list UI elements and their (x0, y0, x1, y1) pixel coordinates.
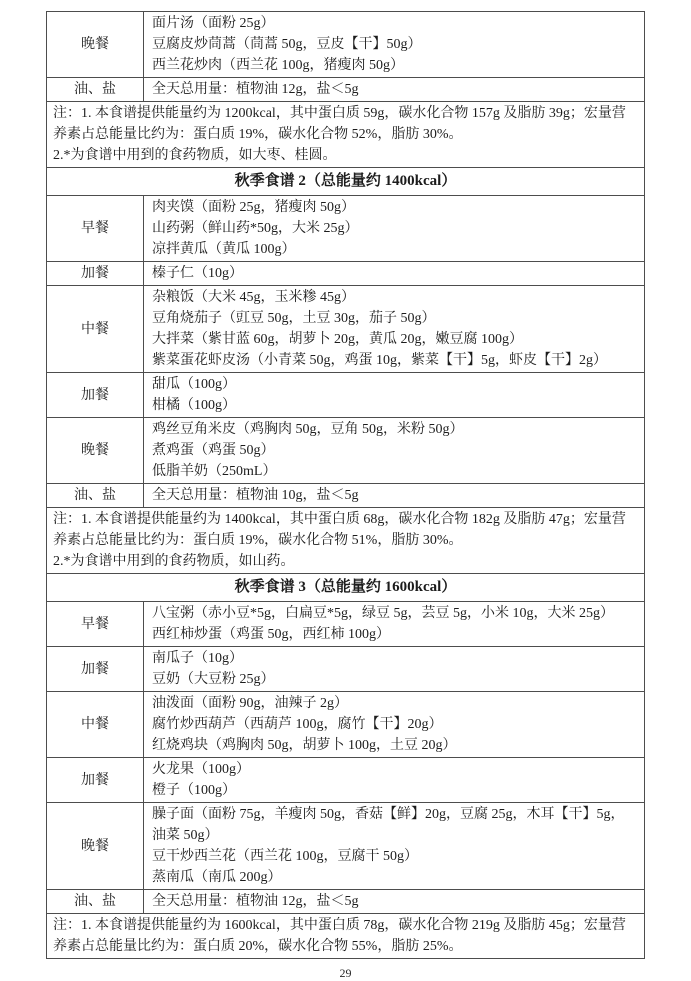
meal-row (47, 286, 645, 373)
meal-label: 早餐 (47, 196, 144, 262)
meal-label: 加餐 (47, 647, 144, 692)
meal-label: 中餐 (47, 286, 144, 373)
recipe-header-row (47, 168, 645, 196)
meal-label: 晚餐 (47, 12, 144, 78)
meal-row (47, 484, 645, 508)
meal-label: 中餐 (47, 692, 144, 758)
note-text: 2.*为食谱中用到的食药物质，如大枣、桂圆。 (53, 148, 337, 163)
meal-label: 晚餐 (47, 418, 144, 484)
meal-label: 加餐 (47, 373, 144, 418)
meal-label: 晚餐 (47, 803, 144, 890)
dish-item: 八宝粥（赤小豆*5g，白扁豆*5g，绿豆 5g，芸豆 5g，小米 10g，大米 25g） (152, 606, 614, 621)
dish-list (144, 602, 645, 647)
dish-item: 榛子仁（10g） (152, 266, 243, 281)
dish-list (144, 692, 645, 758)
note-row (47, 508, 645, 574)
note-cell (47, 102, 645, 168)
meal-label: 早餐 (47, 602, 144, 647)
dish-list (144, 647, 645, 692)
dish-list (144, 418, 645, 484)
meal-row (47, 78, 645, 102)
dish-list (144, 373, 645, 418)
dish-item: 西红柿炒蛋（鸡蛋 50g，西红柿 100g） (152, 627, 390, 642)
dish-item: 南瓜子（10g） (152, 651, 243, 666)
note-text: 注：1. 本食谱提供能量约为 1600kcal，其中蛋白质 78g，碳水化合物 219g 及脂肪 45g；宏量营养素占总能量比约为：蛋白质 20%，碳水化合物 55%，脂肪 25%。 (53, 918, 626, 954)
dish-item: 豆角烧茄子（豇豆 50g，土豆 30g，茄子 50g） (152, 311, 436, 326)
meal-row (47, 418, 645, 484)
dish-item: 大拌菜（紫甘蓝 60g，胡萝卜 20g，黄瓜 20g，嫩豆腐 100g） (152, 332, 523, 347)
dish-item: 凉拌黄瓜（黄瓜 100g） (152, 242, 296, 257)
dish-item: 腐竹炒西葫芦（西葫芦 100g，腐竹【干】20g） (152, 717, 443, 732)
meal-row (47, 373, 645, 418)
note-cell (47, 914, 645, 959)
dish-list (144, 484, 645, 508)
dish-list (144, 758, 645, 803)
dish-item: 臊子面（面粉 75g，羊瘦肉 50g，香菇【鲜】20g，豆腐 25g，木耳【干】5g，油菜 50g） (152, 807, 625, 843)
recipe-header: 秋季食谱 2（总能量约 1400kcal） (47, 168, 645, 196)
meal-plan-table (46, 11, 645, 959)
dish-item: 全天总用量：植物油 12g，盐＜5g (152, 894, 359, 909)
dish-item: 豆奶（大豆粉 25g） (152, 672, 275, 687)
meal-label: 加餐 (47, 262, 144, 286)
recipe-header: 秋季食谱 3（总能量约 1600kcal） (47, 574, 645, 602)
dish-item: 油泼面（面粉 90g，油辣子 2g） (152, 696, 348, 711)
dish-item: 山药粥（鲜山药*50g，大米 25g） (152, 221, 359, 236)
dish-list (144, 262, 645, 286)
meal-row (47, 602, 645, 647)
dish-item: 豆腐皮炒茼蒿（茼蒿 50g，豆皮【干】50g） (152, 37, 422, 52)
meal-row (47, 692, 645, 758)
dish-item: 红烧鸡块（鸡胸肉 50g，胡萝卜 100g，土豆 20g） (152, 738, 457, 753)
note-text: 2.*为食谱中用到的食药物质，如山药。 (53, 554, 295, 569)
meal-label: 油、盐 (47, 890, 144, 914)
dish-item: 煮鸡蛋（鸡蛋 50g） (152, 443, 275, 458)
dish-list (144, 890, 645, 914)
meal-row (47, 12, 645, 78)
dish-list (144, 803, 645, 890)
dish-item: 火龙果（100g） (152, 762, 250, 777)
dish-list (144, 286, 645, 373)
dish-list (144, 196, 645, 262)
meal-label: 加餐 (47, 758, 144, 803)
note-row (47, 102, 645, 168)
note-row (47, 914, 645, 959)
dish-item: 甜瓜（100g） (152, 377, 236, 392)
note-text: 注：1. 本食谱提供能量约为 1200kcal，其中蛋白质 59g，碳水化合物 157g 及脂肪 39g；宏量营养素占总能量比约为：蛋白质 19%，碳水化合物 52%，脂肪 30%。 (53, 106, 626, 142)
dish-list (144, 12, 645, 78)
meal-label: 油、盐 (47, 78, 144, 102)
dish-item: 全天总用量：植物油 10g，盐＜5g (152, 488, 359, 503)
meal-row (47, 890, 645, 914)
dish-item: 西兰花炒肉（西兰花 100g，猪瘦肉 50g） (152, 58, 404, 73)
meal-row (47, 758, 645, 803)
note-text: 注：1. 本食谱提供能量约为 1400kcal，其中蛋白质 68g，碳水化合物 182g 及脂肪 47g；宏量营养素占总能量比约为：蛋白质 19%，碳水化合物 51%，脂肪 30%。 (53, 512, 626, 548)
meal-label: 油、盐 (47, 484, 144, 508)
dish-item: 全天总用量：植物油 12g，盐＜5g (152, 82, 359, 97)
meal-row (47, 262, 645, 286)
dish-item: 橙子（100g） (152, 783, 236, 798)
dish-item: 杂粮饭（大米 45g，玉米糁 45g） (152, 290, 355, 305)
dish-item: 面片汤（面粉 25g） (152, 16, 275, 31)
meal-row (47, 196, 645, 262)
dish-item: 肉夹馍（面粉 25g，猪瘦肉 50g） (152, 200, 355, 215)
page-number: 29 (339, 966, 352, 980)
note-cell (47, 508, 645, 574)
dish-item: 豆干炒西兰花（西兰花 100g，豆腐干 50g） (152, 849, 418, 864)
dish-item: 柑橘（100g） (152, 398, 236, 413)
meal-row (47, 803, 645, 890)
dish-item: 紫菜蛋花虾皮汤（小青菜 50g，鸡蛋 10g，紫菜【干】5g，虾皮【干】2g） (152, 353, 607, 368)
dish-item: 鸡丝豆角米皮（鸡胸肉 50g，豆角 50g，米粉 50g） (152, 422, 464, 437)
recipe-header-row (47, 574, 645, 602)
dish-item: 低脂羊奶（250mL） (152, 464, 277, 479)
dish-list (144, 78, 645, 102)
meal-row (47, 647, 645, 692)
dish-item: 蒸南瓜（南瓜 200g） (152, 870, 282, 885)
